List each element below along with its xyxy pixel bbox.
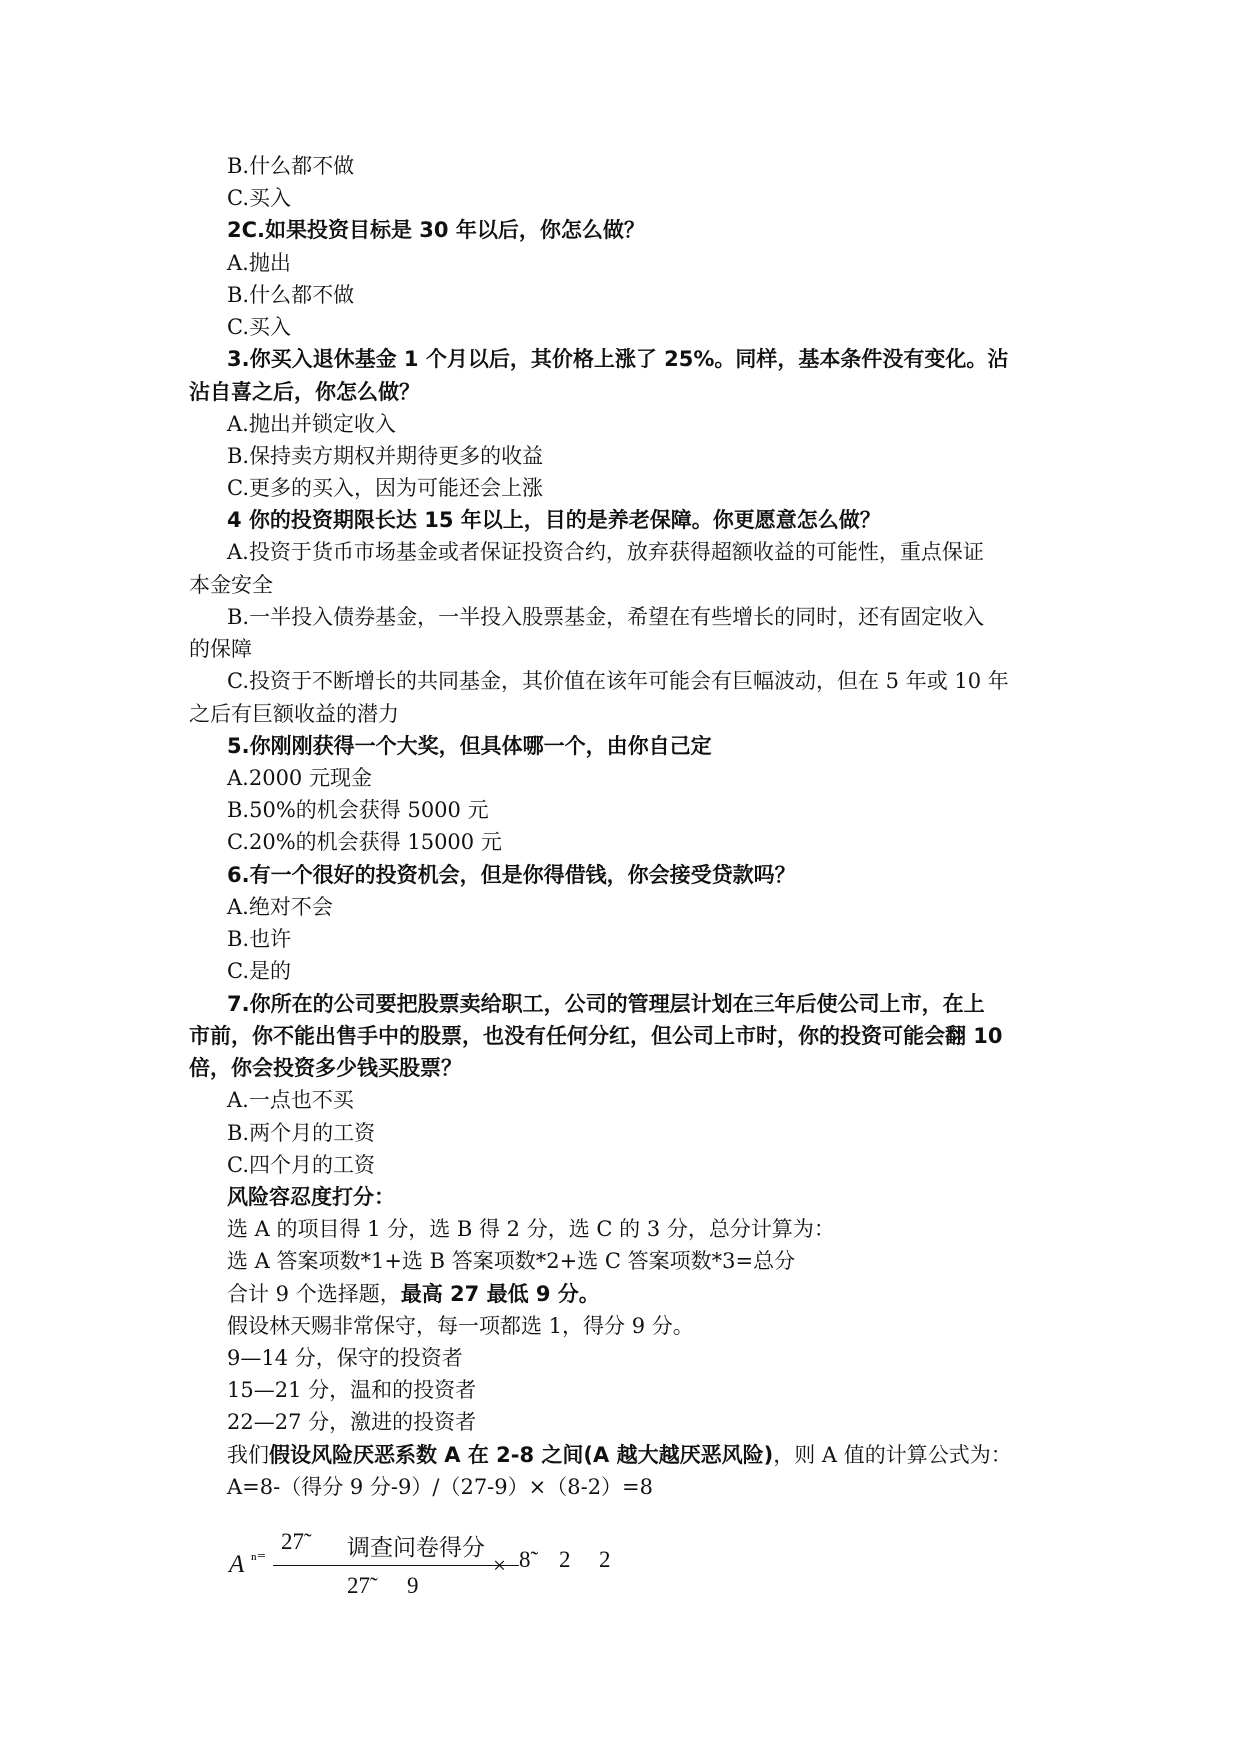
question-2c: 2C.如果投资目标是 30 年以后，你怎么做？ [227,218,645,242]
q3-option-c: C.更多的买入，因为可能还会上涨 [227,476,543,500]
q4-option-b-line1: B.一半投入债券基金，一半投入股票基金，希望在有些增长的同时，还有固定收入 [227,605,985,629]
question-5: 5.你刚刚获得一个大奖，但具体哪一个，由你自己定 [227,734,712,758]
formula-8: 8̃ [519,1547,531,1572]
q1-option-c: C.买入 [227,186,291,210]
formula-equals: ⁿ⁼ [251,1549,267,1569]
score-range-text: 合计 9 个选择题， [227,1282,401,1306]
formula-numerator-27: 27̃ [281,1529,304,1554]
scoring-heading: 风险容忍度打分： [227,1185,395,1209]
assumption-text: 假设林天赐非常保守，每一项都选 1，得分 9 分。 [227,1314,694,1338]
a-value-formula [229,1525,689,1605]
formula-2-second: 2 [599,1547,611,1572]
risk-aversion-bold: 假设风险厌恶系数 A 在 2-8 之间(A 越大越厌恶风险) [269,1443,774,1467]
risk-aversion-post: ，则 A 值的计算公式为： [773,1443,1012,1467]
risk-aversion-line [0,1439,1241,1471]
formula-lhs: A [229,1551,245,1578]
q4-option-a-line1: A.投资于货币市场基金或者保证投资合约，放弃获得超额收益的可能性，重点保证 [227,540,984,564]
question-7-line2: 市前，你不能出售手中的股票，也没有任何分红，但公司上市时，你的投资可能会翻 10 [189,1024,1003,1048]
q7-option-b: B.两个月的工资 [227,1121,376,1145]
q3-option-b: B.保持卖方期权并期待更多的收益 [227,444,544,468]
question-6: 6.有一个很好的投资机会，但是你得借钱，你会接受贷款吗？ [227,863,796,887]
q4-option-b-line2: 的保障 [189,637,252,661]
question-7-line3: 倍，你会投资多少钱买股票？ [189,1056,462,1080]
q3-option-a: A.抛出并锁定收入 [227,412,396,436]
formula-fraction-bar [273,1565,519,1566]
formula-denominator-9: 9 [407,1573,419,1598]
q2c-option-c: C.买入 [227,315,291,339]
question-7-line1: 7.你所在的公司要把股票卖给职工，公司的管理层计划在三年后使公司上市，在上 [227,992,985,1016]
scoring-formula: 选 A 答案项数*1+选 B 答案项数*2+选 C 答案项数*3=总分 [227,1249,796,1273]
risk-aversion-pre: 我们 [227,1443,269,1467]
q5-option-b: B.50%的机会获得 5000 元 [227,798,489,822]
q6-option-a: A.绝对不会 [227,895,333,919]
q2c-option-b: B.什么都不做 [227,283,355,307]
score-range-line [0,1278,1241,1310]
q4-option-a-line2: 本金安全 [189,573,273,597]
scoring-rule: 选 A 的项目得 1 分，选 B 得 2 分，选 C 的 3 分，总分计算为： [227,1217,835,1241]
question-4: 4 你的投资期限长达 15 年以上，目的是养老保障。你更愿意怎么做？ [227,508,881,532]
q6-option-c: C.是的 [227,959,291,983]
score-range-bold: 最高 27 最低 9 分。 [400,1282,600,1306]
formula-denominator-27: 27̃ [347,1573,370,1598]
q1-option-b: B.什么都不做 [227,154,355,178]
formula-times: × [493,1553,506,1578]
formula-2-first: 2 [559,1547,571,1572]
range-conservative: 9—14 分，保守的投资者 [227,1346,463,1370]
q6-option-b: B.也许 [227,927,292,951]
q5-option-c: C.20%的机会获得 15000 元 [227,830,502,854]
q7-option-c: C.四个月的工资 [227,1153,375,1177]
formula-numerator-text: 调查问卷得分 [347,1535,485,1560]
q2c-option-a: A.抛出 [227,251,291,275]
question-3-line1: 3.你买入退休基金 1 个月以后，其价格上涨了 25%。同样，基本条件没有变化。沾 [227,347,1009,371]
range-aggressive: 22—27 分，激进的投资者 [227,1410,477,1434]
a-value-calculation: A=8-（得分 9 分-9）/（27-9）×（8-2）=8 [227,1475,654,1499]
question-3-line2: 沾自喜之后，你怎么做？ [189,380,420,404]
q5-option-a: A.2000 元现金 [227,766,372,790]
q7-option-a: A.一点也不买 [227,1088,354,1112]
q4-option-c-line2: 之后有巨额收益的潜力 [189,702,399,726]
q4-option-c-line1: C.投资于不断增长的共同基金，其价值在该年可能会有巨幅波动，但在 5 年或 10 年 [227,669,1009,693]
range-moderate: 15—21 分，温和的投资者 [227,1378,477,1402]
